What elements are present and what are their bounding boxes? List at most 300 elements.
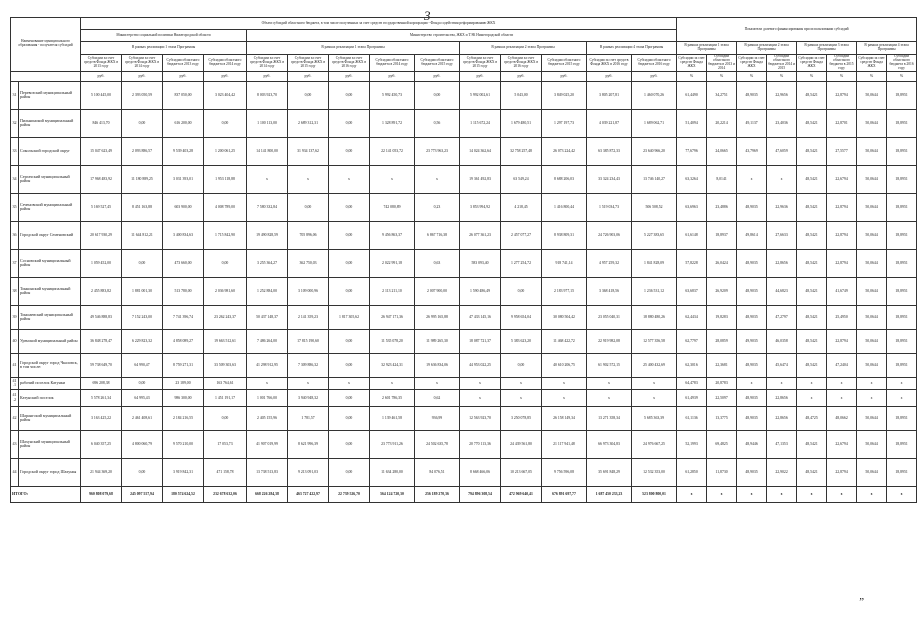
value-cell: 20,2214 — [707, 109, 737, 137]
unit-cell: руб. — [460, 71, 501, 81]
value-cell: 1 200 061,25 — [204, 137, 247, 165]
row-name: рабочий поселок Катунки — [19, 377, 81, 389]
value-cell: 13,3775 — [707, 406, 737, 430]
unit-cell: руб. — [329, 71, 370, 81]
value-cell: 61,4490 — [677, 81, 707, 109]
value-cell: 8 621 996,39 — [288, 430, 329, 458]
value-cell: 0,00 — [329, 329, 370, 353]
row-name: Шахунский муниципальный район — [19, 430, 81, 458]
unit-cell: % — [827, 71, 857, 81]
value-cell: x — [632, 389, 677, 406]
unit-cell: % — [797, 71, 827, 81]
value-cell: 20 770 113,36 — [460, 430, 501, 458]
value-cell: 13 738 513,83 — [247, 458, 288, 486]
value-cell: 24 439 561,80 — [501, 430, 542, 458]
value-cell: 48,9035 — [737, 353, 767, 377]
column-header: Субсидии за счет средств Фонда ЖКХ в 2014 году — [247, 55, 288, 72]
value-cell: 2 007 900,00 — [415, 277, 460, 305]
value-cell: 22,8656 — [767, 249, 797, 277]
unit-cell: руб. — [81, 71, 122, 81]
value-cell: 11 468 422,72 — [542, 329, 587, 353]
column-header: Субсидии областного бюджета в 2013 и 2014 — [708, 54, 735, 70]
total-value: 472 969 640,41 — [501, 486, 542, 502]
value-cell: 1 059 452,00 — [81, 249, 122, 277]
value-cell: 603 900,00 — [163, 193, 204, 221]
value-cell: 63,6837 — [677, 277, 707, 305]
value-cell: 18,8951 — [887, 406, 917, 430]
value-cell: 616 200,00 — [163, 109, 204, 137]
value-cell: x — [887, 377, 917, 389]
unit-cell: % — [767, 71, 797, 81]
value-cell: 12 577 356,58 — [632, 329, 677, 353]
row-name: Пильнинский муниципальный район — [19, 109, 81, 137]
value-cell: 30 080 504,42 — [542, 305, 587, 329]
total-value: x — [737, 486, 767, 502]
value-cell: 48,5421 — [797, 249, 827, 277]
value-cell: 7 152 243,00 — [122, 305, 163, 329]
value-cell: 48,5421 — [797, 109, 827, 137]
value-cell: 5 383 623,20 — [501, 329, 542, 353]
total-value: 960 808 079,68 — [81, 486, 122, 502]
value-cell: 49,9035 — [737, 329, 767, 353]
value-cell: 61,6148 — [677, 221, 707, 249]
value-cell: 5 992 002,61 — [460, 81, 501, 109]
table-row — [11, 406, 917, 430]
value-cell: 27,6633 — [767, 221, 797, 249]
value-cell: 18,8951 — [887, 430, 917, 458]
column-header: Субсидии областного бюджета в 2015 году — [827, 55, 857, 72]
value-cell: 0,00 — [204, 249, 247, 277]
value-cell: 19 636 834,06 — [415, 353, 460, 377]
row-number: 39 — [11, 305, 19, 329]
value-cell: 50,0644 — [857, 430, 887, 458]
value-cell: 22,8794 — [827, 193, 857, 221]
total-value: 564 124 720,30 — [370, 486, 415, 502]
value-cell: 22,3681 — [707, 353, 737, 377]
value-cell: 44,6823 — [767, 277, 797, 305]
value-cell: 50,0644 — [857, 353, 887, 377]
value-cell: 63 549,24 — [501, 165, 542, 193]
value-cell: 22,9656 — [767, 81, 797, 109]
column-header: Субсидии за счет средств Фонда ЖКХ в 2016 году — [587, 55, 632, 72]
value-cell: 1 817 305,62 — [329, 305, 370, 329]
value-cell: 8 688 206,03 — [542, 165, 587, 193]
value-cell: 705 896,06 — [288, 221, 329, 249]
value-cell: 17 968 483,92 — [81, 165, 122, 193]
value-cell: 18,8951 — [887, 165, 917, 193]
value-cell: 21 117 941,48 — [542, 430, 587, 458]
value-cell: 3 849 025,20 — [542, 81, 587, 109]
value-cell: 22,8794 — [827, 81, 857, 109]
value-cell: 64,4783 — [677, 377, 707, 389]
value-cell: 33 324 234,43 — [587, 165, 632, 193]
value-cell: 5 685 363,39 — [632, 406, 677, 430]
value-cell: 0,63 — [415, 249, 460, 277]
header-stage: В рамках реализации 2 этапа Программы — [460, 42, 587, 55]
value-cell: 3 031 393,01 — [163, 165, 204, 193]
value-cell: x — [415, 165, 460, 193]
value-cell: 46,0358 — [767, 329, 797, 353]
value-cell: 26 073 224,42 — [542, 137, 587, 165]
unit-cell: % — [677, 71, 707, 81]
value-cell: 2 689 312,31 — [288, 109, 329, 137]
value-cell: 8 759 271,31 — [163, 353, 204, 377]
value-cell: 19,8283 — [707, 305, 737, 329]
value-cell: 45,6474 — [767, 353, 797, 377]
total-row — [11, 486, 917, 502]
header-stage: В рамках реализации 1 этапа Программы — [81, 42, 247, 55]
value-cell: 9 539 403,28 — [163, 137, 204, 165]
value-cell: x — [797, 389, 827, 406]
value-cell: 43,7969 — [737, 137, 767, 165]
value-cell: 44 953 022,25 — [460, 353, 501, 377]
value-cell: 48,0662 — [827, 406, 857, 430]
total-value: 180 574 624,52 — [163, 486, 204, 502]
total-value: 245 097 557,94 — [122, 486, 163, 502]
value-cell: x — [797, 377, 827, 389]
value-cell: 6 229 823,32 — [122, 329, 163, 353]
unit-cell: % — [887, 71, 917, 81]
unit-cell: руб. — [288, 71, 329, 81]
value-cell: 15 047 623,49 — [81, 137, 122, 165]
value-cell: 19 490 828,59 — [247, 221, 288, 249]
value-cell: 48,9035 — [737, 458, 767, 486]
value-cell: 3 940 948,32 — [288, 389, 329, 406]
total-value: 22 739 526,70 — [329, 486, 370, 502]
value-cell: 48,5421 — [797, 193, 827, 221]
value-cell: 32 923 424,31 — [370, 353, 415, 377]
value-cell: 5 992 450,73 — [370, 81, 415, 109]
page-number: 3 — [424, 8, 431, 23]
column-header: Субсидии за счет средств Фонда ЖКХ — [677, 55, 707, 72]
value-cell: 41 298 912,95 — [247, 353, 288, 377]
value-cell: 1 416 800,44 — [542, 193, 587, 221]
value-cell: 5 043,00 — [501, 81, 542, 109]
row-number: 37 — [11, 249, 19, 277]
value-cell: x — [329, 165, 370, 193]
header-ministry-social: Министерство социальной политики Нижегородской области — [81, 30, 247, 42]
value-cell: 50 437 148,37 — [247, 305, 288, 329]
value-cell: 0,00 — [415, 81, 460, 109]
value-cell: 26 995 165,88 — [415, 305, 460, 329]
value-cell: 48,9035 — [737, 406, 767, 430]
value-cell: 18,8951 — [887, 353, 917, 377]
unit-cell: руб. — [204, 71, 247, 81]
row-number: 40 — [11, 329, 19, 353]
value-cell: 3 368 418,56 — [587, 277, 632, 305]
value-cell: 0,62 — [415, 389, 460, 406]
value-cell: 696 208,38 — [81, 377, 122, 389]
row-number: 36 — [11, 221, 19, 249]
value-cell: 18,8951 — [887, 249, 917, 277]
column-header: Субсидии за счет средств Фонда ЖКХ в 2015 году — [460, 55, 501, 72]
value-cell: 1 328 891,72 — [370, 109, 415, 137]
value-cell: 26 947 171,36 — [370, 305, 415, 329]
value-cell: 11 535 078,20 — [370, 329, 415, 353]
value-cell: 22,8656 — [767, 406, 797, 430]
value-cell: 1 460 070,26 — [632, 81, 677, 109]
total-value: 1 687 450 233,23 — [587, 486, 632, 502]
value-cell: 6 867 716,38 — [415, 221, 460, 249]
value-cell: 0,00 — [329, 277, 370, 305]
value-cell: 9 756 596,08 — [542, 458, 587, 486]
value-cell: 0,00 — [204, 109, 247, 137]
column-header: Субсидии областного бюджета в 2015 году — [542, 55, 587, 72]
value-cell: 0,00 — [204, 406, 247, 430]
value-cell: 5 578 261,34 — [81, 389, 122, 406]
value-cell: 49 546 888,83 — [81, 305, 122, 329]
total-value: x — [767, 486, 797, 502]
value-cell: 8 668 466,06 — [460, 458, 501, 486]
value-cell: 47,6059 — [767, 137, 797, 165]
header-stage: В рамках реализации 4 этапа Программы — [857, 42, 917, 55]
total-value: x — [677, 486, 707, 502]
value-cell: 7 309 886,32 — [288, 353, 329, 377]
row-number: 42 — [11, 406, 19, 430]
table-row — [11, 329, 917, 353]
value-cell: 13 271 358,34 — [587, 406, 632, 430]
value-cell: 24 976 667,25 — [632, 430, 677, 458]
value-cell: 22,8794 — [827, 329, 857, 353]
value-cell: 23 773 911,26 — [370, 430, 415, 458]
value-cell: 62,4434 — [677, 305, 707, 329]
value-cell: 49,1137 — [737, 109, 767, 137]
unit-cell: % — [707, 71, 737, 81]
value-cell: x — [288, 377, 329, 389]
header-ministry-construction: Министерство строительства, ЖКХ и ТЭК Нижегородской области — [247, 30, 677, 42]
row-number: 32 — [11, 109, 19, 137]
value-cell: 47,2404 — [827, 353, 857, 377]
value-cell: 48,9446 — [737, 430, 767, 458]
value-cell: 50,0644 — [857, 221, 887, 249]
header-stage: В рамках реализации 3 этапа Программы — [797, 42, 857, 55]
value-cell: 22,8794 — [827, 458, 857, 486]
value-cell: x — [460, 389, 501, 406]
value-cell: 22,5097 — [707, 389, 737, 406]
value-cell: 0,00 — [329, 81, 370, 109]
signature-mark: ” — [858, 596, 865, 608]
value-cell: 11,8730 — [707, 458, 737, 486]
value-cell: 50,0644 — [857, 81, 887, 109]
value-cell: 25 400 432,69 — [632, 353, 677, 377]
value-cell: 3 853 994,92 — [460, 193, 501, 221]
value-cell: 22,8701 — [827, 109, 857, 137]
value-cell: 4 957 259,32 — [587, 249, 632, 277]
value-cell: 2 022 991,18 — [370, 249, 415, 277]
value-cell: 22 919 982,08 — [587, 329, 632, 353]
value-cell: 471 158,78 — [204, 458, 247, 486]
value-cell: 59 738 649,70 — [81, 353, 122, 377]
column-header: Субсидии областного бюджета в 2014 году — [204, 55, 247, 72]
row-name: Городской округ Семеновский — [19, 221, 81, 249]
row-name: Катунский поселок — [19, 389, 81, 406]
value-cell: 17 815 190,60 — [288, 329, 329, 353]
table-row — [11, 377, 917, 389]
row-name: Сергачский муниципальный район — [19, 165, 81, 193]
table-row — [11, 137, 917, 165]
value-cell: 64 990,47 — [122, 353, 163, 377]
unit-cell: руб. — [542, 71, 587, 81]
value-cell: 1 236 531,12 — [632, 277, 677, 305]
column-header: Субсидии областного бюджета в 2016 году — [632, 55, 677, 72]
value-cell: 1 715 842,90 — [204, 221, 247, 249]
value-cell: 40 610 206,75 — [542, 353, 587, 377]
value-cell: 9 958 654,04 — [501, 305, 542, 329]
value-cell: 8 938 809,31 — [542, 221, 587, 249]
value-cell: 22,9636 — [767, 193, 797, 221]
header-stage: В рамках реализации 4 этапа Программы — [587, 42, 677, 55]
value-cell: 0,00 — [329, 430, 370, 458]
value-cell: 918 741,14 — [542, 249, 587, 277]
unit-cell: руб. — [247, 71, 288, 81]
value-cell: 50,0644 — [857, 458, 887, 486]
value-cell: 7 580 332,84 — [247, 193, 288, 221]
value-cell: 0,00 — [501, 277, 542, 305]
value-cell: 4 218,45 — [501, 193, 542, 221]
value-cell: 4 039 221,87 — [587, 109, 632, 137]
value-cell: 18,8951 — [887, 81, 917, 109]
value-cell: 7 486 264,00 — [247, 329, 288, 353]
header-stage: В рамках реализации 1 этапа Программы — [247, 42, 460, 55]
value-cell: 64 995,43 — [122, 389, 163, 406]
value-cell: x — [587, 377, 632, 389]
value-cell: 18,8951 — [887, 277, 917, 305]
value-cell: 62,3016 — [677, 353, 707, 377]
value-cell: 48,5421 — [797, 81, 827, 109]
value-cell: 8 451 163,88 — [122, 193, 163, 221]
header-indicators: Показатели долевого финансирования при использовании субсидий — [677, 18, 917, 42]
value-cell: 63 385 872,33 — [587, 137, 632, 165]
total-label: ИТОГО: — [11, 486, 81, 502]
value-cell: 10 213 667,05 — [501, 458, 542, 486]
value-cell: 24 726 903,06 — [587, 221, 632, 249]
value-cell: 26 158 149,34 — [542, 406, 587, 430]
value-cell: 20 617 930,29 — [81, 221, 122, 249]
value-cell: 0,00 — [122, 249, 163, 277]
value-cell: 1 679 480,51 — [501, 109, 542, 137]
row-name: Тонкинский муниципальный район — [19, 277, 81, 305]
value-cell: 50,0644 — [857, 193, 887, 221]
value-cell: 26,0424 — [707, 249, 737, 277]
row-number: 35 — [11, 193, 19, 221]
value-cell: 50,0644 — [857, 249, 887, 277]
header-subsidy-volume: Объем субсидий областного бюджета, в том числе полученных за счет средств государственной корпорации - Фонда содействия реформированию ЖКХ — [81, 18, 677, 30]
value-cell: x — [737, 377, 767, 389]
value-cell: 24,0665 — [707, 137, 737, 165]
value-cell: 18,8951 — [887, 221, 917, 249]
total-value: 256 189 270,36 — [415, 486, 460, 502]
header-stage: В рамках реализации 2 этапа Программы — [737, 42, 797, 55]
value-cell: 35 691 848,29 — [587, 458, 632, 486]
value-cell: 28,0859 — [707, 329, 737, 353]
value-cell: 2 457 077,27 — [501, 221, 542, 249]
value-cell: x — [247, 165, 288, 193]
value-cell: x — [887, 389, 917, 406]
unit-cell: руб. — [501, 71, 542, 81]
value-cell: 2 455 883,82 — [81, 277, 122, 305]
table-row — [11, 353, 917, 377]
value-cell: 2 113 211,10 — [370, 277, 415, 305]
value-cell: 3 805 207,81 — [587, 81, 632, 109]
value-cell: 14 141 800,00 — [247, 137, 288, 165]
value-cell: 986 300,00 — [163, 389, 204, 406]
value-cell: 9 456 863,37 — [370, 221, 415, 249]
value-cell: 8 003 923,70 — [247, 81, 288, 109]
total-value: x — [887, 486, 917, 502]
value-cell: 583 093,40 — [460, 249, 501, 277]
total-value: 523 800 800,01 — [632, 486, 677, 502]
value-cell: 11 634 280,00 — [370, 458, 415, 486]
value-cell: 62,7797 — [677, 329, 707, 353]
total-value: 676 891 697,77 — [542, 486, 587, 502]
value-cell: 0,00 — [329, 353, 370, 377]
total-value: x — [827, 486, 857, 502]
unit-cell: руб. — [415, 71, 460, 81]
value-cell: 11 644 812,21 — [122, 221, 163, 249]
total-value: x — [797, 486, 827, 502]
value-cell: 2 036 981,60 — [204, 277, 247, 305]
value-cell: 4 800 060,79 — [122, 430, 163, 458]
value-cell: 18,8951 — [887, 193, 917, 221]
value-cell: 0,00 — [329, 458, 370, 486]
value-cell: 57,8228 — [677, 249, 707, 277]
value-cell: 52,1993 — [677, 430, 707, 458]
value-cell: 742 080,89 — [370, 193, 415, 221]
value-cell: x — [501, 377, 542, 389]
value-cell: 936,99 — [415, 406, 460, 430]
value-cell: x — [501, 389, 542, 406]
value-cell: 32 758 257,48 — [501, 137, 542, 165]
value-cell: 0,00 — [288, 81, 329, 109]
total-value: 463 727 422,97 — [288, 486, 329, 502]
column-header: Субсидии областного бюджета в 2014 и 2015 — [768, 54, 795, 70]
value-cell: 50,0644 — [857, 305, 887, 329]
row-name: Уренский муниципальный район — [19, 329, 81, 353]
value-cell: 18,8951 — [887, 109, 917, 137]
value-cell: 48,4725 — [797, 406, 827, 430]
value-cell: 22,9022 — [767, 458, 797, 486]
row-name: Тоншаевский муниципальный район — [19, 305, 81, 329]
value-cell: 23 773 963,23 — [415, 137, 460, 165]
value-cell: 23,4886 — [707, 193, 737, 221]
value-cell: 22,8794 — [827, 221, 857, 249]
row-name: Городской округ город Чкаловск, в том числе: — [19, 353, 81, 377]
table-row — [11, 165, 917, 193]
table-row — [11, 109, 917, 137]
value-cell: 23 189,00 — [163, 377, 204, 389]
header-recipient: Наименование муниципального образования - получателя субсидий — [11, 18, 81, 72]
value-cell: 1 451 191,17 — [204, 389, 247, 406]
row-name: Сосновский муниципальный район — [19, 249, 81, 277]
value-cell: 11 989 265,30 — [415, 329, 460, 353]
value-cell: 50,0644 — [857, 137, 887, 165]
value-cell: 23,4036 — [767, 109, 797, 137]
column-header: Субсидии за счет средств Фонда ЖКХ в 2013 году — [81, 55, 122, 72]
column-header: Субсидии областного бюджета в 2015 году — [415, 55, 460, 72]
value-cell: x — [460, 377, 501, 389]
value-cell: 837 050,00 — [163, 81, 204, 109]
value-cell: 61,1136 — [677, 406, 707, 430]
value-cell: 14 024 362,64 — [460, 137, 501, 165]
value-cell: 1 001 766,00 — [247, 389, 288, 406]
value-cell: 48,9035 — [737, 81, 767, 109]
value-cell: 17 053,73 — [204, 430, 247, 458]
value-cell: 63,6963 — [677, 193, 707, 221]
total-value: 668 226 284,38 — [247, 486, 288, 502]
value-cell: 48,5421 — [797, 137, 827, 165]
value-cell: 1 100 113,00 — [247, 109, 288, 137]
table-row — [11, 305, 917, 329]
